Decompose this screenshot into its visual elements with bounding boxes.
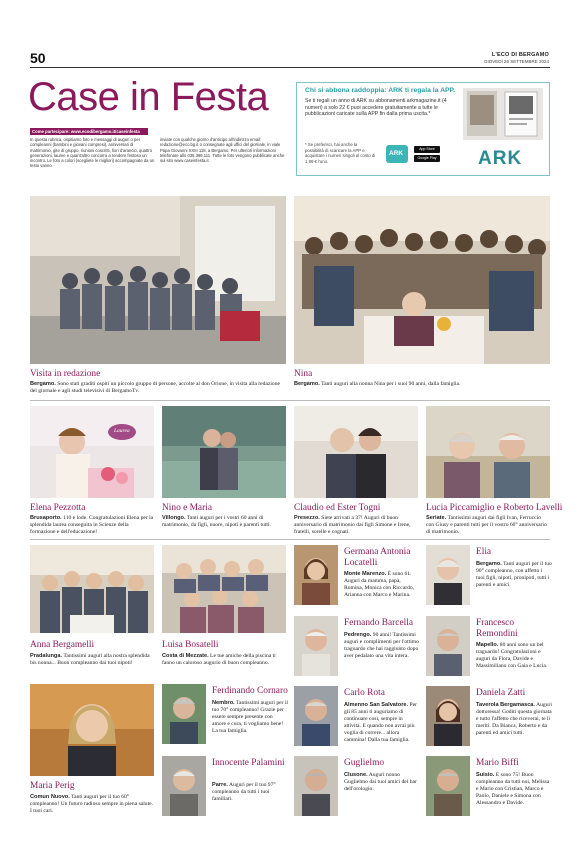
divider-row2	[30, 400, 550, 401]
row2-text-1	[30, 515, 154, 536]
small-caption-8: 80 anni sono un bel traguardo! Congratulazioni e auguri da Flora, Davide e Massimiliano con Gaia e Lucia.	[476, 642, 548, 669]
small-caption-5: Per gli 85 anni ti auguriamo di continuare così, sempre in attività. E quando non avrai più voglia di correre... allora cammina! Dalla tua famiglia.	[344, 702, 417, 743]
page-date: GIOVEDÌ 26 SETTEMBRE 2024	[483, 59, 549, 64]
photo-daniela-zatti	[426, 686, 470, 746]
row2-place-1: Brusaporto.	[30, 515, 62, 521]
photo-germana-antonia-locatelli	[294, 545, 338, 605]
small-caption-10: E sono 75! Buon compleanno da tutti noi, Melissa e Mario con Cristian, Marco e Paolo, Daniele e Simona con Alessandro e Davide.	[476, 772, 550, 806]
small-name-6: Guglielmo	[344, 758, 385, 768]
small-caption-2: Auguri per il tuo 97° compleanno da tutti i tuoi familiari.	[212, 782, 276, 802]
row2-text-4	[426, 515, 550, 536]
featured-caption-2: Tanti auguri alla nonna Nina per i suoi 90 anni, dalla famiglia.	[321, 381, 461, 387]
row2-caption-2: Tanti auguri per i vostri 60 anni di matrimonio, da figli, nuore, nipoti e parenti tutti.	[162, 515, 271, 528]
intro-column-1: In questa rubrica, ospitiamo foto e messaggi di auguri o per compleanni (bambini e giovani compresi), anniversari di matrimonio, gite di gruppo, riunioni coscritti, fiori d'arancio, quattro generazioni, lauree e quant'altro concorra a rendere festoso un incontro. Le foto a colori (scegliete le migliori) accompagnate da un testo vanno	[30, 137, 155, 169]
participation-link[interactable]: Come partecipare: www.ecodibergamo.it/caseinfesta	[32, 128, 140, 134]
small-name-5: Carlo Rota	[344, 688, 385, 698]
small-text-1	[212, 700, 288, 735]
luisa-place: Costa di Mezzate.	[162, 653, 209, 659]
left-text-1	[30, 653, 154, 667]
photo-mario-biffi	[426, 756, 470, 816]
photo-maria-perig	[30, 684, 154, 776]
featured-name-1: Visita in redazione	[30, 369, 101, 379]
ark-app-icon-label: ARK	[389, 150, 404, 157]
photo-nino-e-maria	[162, 406, 286, 498]
page-number: 50	[30, 50, 46, 66]
left-caption-1: Tantissimi auguri alla nostra splendida bis nonna... Buon compleanno dai tuoi nipoti!	[30, 653, 150, 666]
photo-nina	[294, 196, 550, 364]
luisa-caption: Le tue amiche della piscina ti fanno un caloroso augurio di buon compleanno.	[162, 653, 276, 666]
photo-francesco-remondini	[426, 616, 470, 676]
featured-place-1: Bergamo.	[30, 381, 56, 387]
small-name-10: Mario Biffi	[476, 758, 519, 768]
small-place-4: Pedrengo.	[344, 632, 372, 638]
featured-name-2: Nina	[294, 369, 313, 379]
small-caption-1: Tantissimi auguri per il tuo 70° compleanno! Grazie per essere sempre presente con amore e cura, ti vogliamo bene! La tua famiglia.	[212, 700, 288, 734]
small-caption-9: Auguri dottoressa! Goditi questa giornata e tutto l'affetto che riceverai, te li meriti. Da Bianca, Roberto e da parenti ed amici tutti.	[476, 702, 552, 736]
photo-elena-pezzotta	[30, 406, 154, 498]
row2-place-2: Villongo.	[162, 515, 186, 521]
small-name-3: Germana Antonia Locatelli	[344, 547, 411, 568]
row2-place-3: Presezzo.	[294, 515, 320, 521]
small-text-7	[476, 561, 552, 589]
photo-guglielmo	[294, 756, 338, 816]
small-place-3: Monte Marenzo.	[344, 571, 387, 577]
small-text-9	[476, 702, 552, 737]
intro-column-2: inviate con qualche giorno d'anticipo all'indirizzo email: redazione@eco.bg.it o consegnate agli uffici del giornale, in viale Papa Giovanni XXIII 118, a Bergamo. Per ulteriori informazioni telefonare allo 035.386.111. Tutte le foto vengono pubblicate anche sul sito www.caseinfesta.it	[160, 137, 285, 164]
small-place-7: Bergamo.	[476, 561, 502, 567]
small-place-2: Parre.	[212, 782, 228, 788]
row2-place-4: Seriate.	[426, 515, 447, 521]
left-place-2: Comun Nuovo.	[30, 794, 70, 800]
small-place-5: Almenno San Salvatore.	[344, 702, 409, 708]
photo-fernando-barcella	[294, 616, 338, 676]
small-place-10: Suisio.	[476, 772, 495, 778]
row2-text-3	[294, 515, 418, 536]
small-text-2	[212, 782, 288, 803]
row2-name-1: Elena Pezzotta	[30, 503, 86, 513]
ark-magazine-cover	[463, 88, 543, 140]
small-text-4	[344, 632, 420, 660]
small-text-5	[344, 702, 420, 743]
small-name-2: Innocente Palamini	[212, 758, 285, 768]
photo-lucia-piccamiglio-e-roberto-lavelli	[426, 406, 550, 498]
featured-text-1	[30, 381, 286, 395]
row2-name-2: Nino e Maria	[162, 503, 212, 513]
small-place-1: Nembro.	[212, 700, 235, 706]
featured-text-2	[294, 381, 550, 388]
left-text-2	[30, 794, 154, 815]
row2-caption-4: Tantissimi auguri dai figli Ivan, Ferruccio con Giusy e parenti tutti per il vostro 60° anniversario di matrimonio.	[426, 515, 547, 535]
small-place-6: Clusone.	[344, 772, 368, 778]
small-text-10	[476, 772, 552, 807]
google-play-badge[interactable]: Google Play	[414, 155, 440, 162]
featured-caption-1: Sono stati graditi ospiti un piccolo gruppo di persone, accolte al don Orione, in visita alla redazione del giornale e agli studi televisivi di BergamoTv.	[30, 381, 280, 394]
photo-carlo-rota	[294, 686, 338, 746]
luisa-text	[162, 653, 286, 667]
small-text-3	[344, 571, 420, 599]
ark-logo: ARK	[478, 148, 523, 169]
small-name-8: Francesco Remondini	[476, 618, 518, 639]
photo-elia	[426, 545, 470, 605]
small-text-6	[344, 772, 420, 793]
photo-innocente-palamini	[162, 756, 206, 816]
left-name-2: Maria Perig	[30, 781, 75, 791]
small-place-9: Taverola Bergamasca.	[476, 702, 535, 708]
small-name-9: Daniela Zatti	[476, 688, 526, 698]
row2-text-2	[162, 515, 286, 529]
small-caption-3: È sono 61. Auguri da mamma, papà, Romina, Monica con Riccardo, Arianna con Marco e Marina.	[344, 571, 415, 598]
paper-name: L'ECO DI BERGAMO	[491, 52, 549, 58]
small-name-1: Ferdinando Cornaro	[212, 686, 288, 696]
app-store-badge[interactable]: App Store	[414, 146, 440, 153]
row2-caption-3: Siete arrivati a 37! Auguri di buon anniversario di matrimonio dai figli Simone e Irene, fratelli, sorelle e cognati.	[294, 515, 411, 535]
luisa-name: Luisa Bosatelli	[162, 640, 219, 650]
photo-ferdinando-cornaro	[162, 684, 206, 744]
small-caption-7: Tanti auguri per il tuo 90° compleanno, con affetto i tuoi figli, nipoti, pronipoti, tutti i parenti e amici.	[476, 561, 552, 588]
left-place-1: Pradalunga.	[30, 653, 63, 659]
small-caption-4: 90 anni! Tantissimi auguri e complimenti per l'ottimo traguardo che hai raggiunto dopo aver pedalato una vita intera.	[344, 632, 419, 659]
header-rule	[30, 67, 550, 68]
small-caption-6: Auguri nonno Guglielmo dai tuoi amici del bar dell'orologio.	[344, 772, 417, 792]
divider-row3	[30, 539, 550, 540]
row2-name-4: Lucia Piccamiglio e Roberto Lavelli	[426, 503, 563, 513]
photo-claudio-ed-ester-togni	[294, 406, 418, 498]
laurea-badge-label: Laurea	[114, 428, 130, 434]
photo-luisa-bosatelli	[162, 545, 286, 633]
ad-note: * Se preferisci, hai anche la possibilità di scaricare la APP e acquistare i numeri singoli al costo di 1,99 € l'uno.	[305, 142, 376, 164]
left-name-1: Anna Bergamelli	[30, 640, 95, 650]
small-name-4: Fernando Barcella	[344, 618, 413, 628]
small-text-8	[476, 642, 552, 670]
small-name-7: Elia	[476, 547, 492, 557]
section-title: Case in Festa	[28, 75, 269, 119]
ad-body: Se ti regali un anno di ARK su abbonamenti.arkmagazine.it (4 numeri) a solo 22 € puoi accedere gratuitamente a tutte le pubblicazioni caricate sulla APP fin dalla prima uscita.*	[305, 98, 447, 118]
small-place-8: Mapello.	[476, 642, 499, 648]
left-caption-2: Tanti auguri per il tuo 60° compleanno! Un futuro radioso sempre in piena salute. I tuoi cari.	[30, 794, 154, 814]
row2-name-3: Claudio ed Ester Togni	[294, 503, 381, 513]
photo-visita-in-redazione	[30, 196, 286, 364]
photo-anna-bergamelli	[30, 545, 154, 633]
ad-headline: Chi si abbona raddoppia: ARK ti regala la APP.	[305, 87, 456, 94]
featured-place-2: Bergamo.	[294, 381, 320, 387]
row2-caption-1: 110 e lode. Congratulazioni Elena per la splendida laurea conseguita in Scienze della formazione e dell'educazione!	[30, 515, 154, 535]
